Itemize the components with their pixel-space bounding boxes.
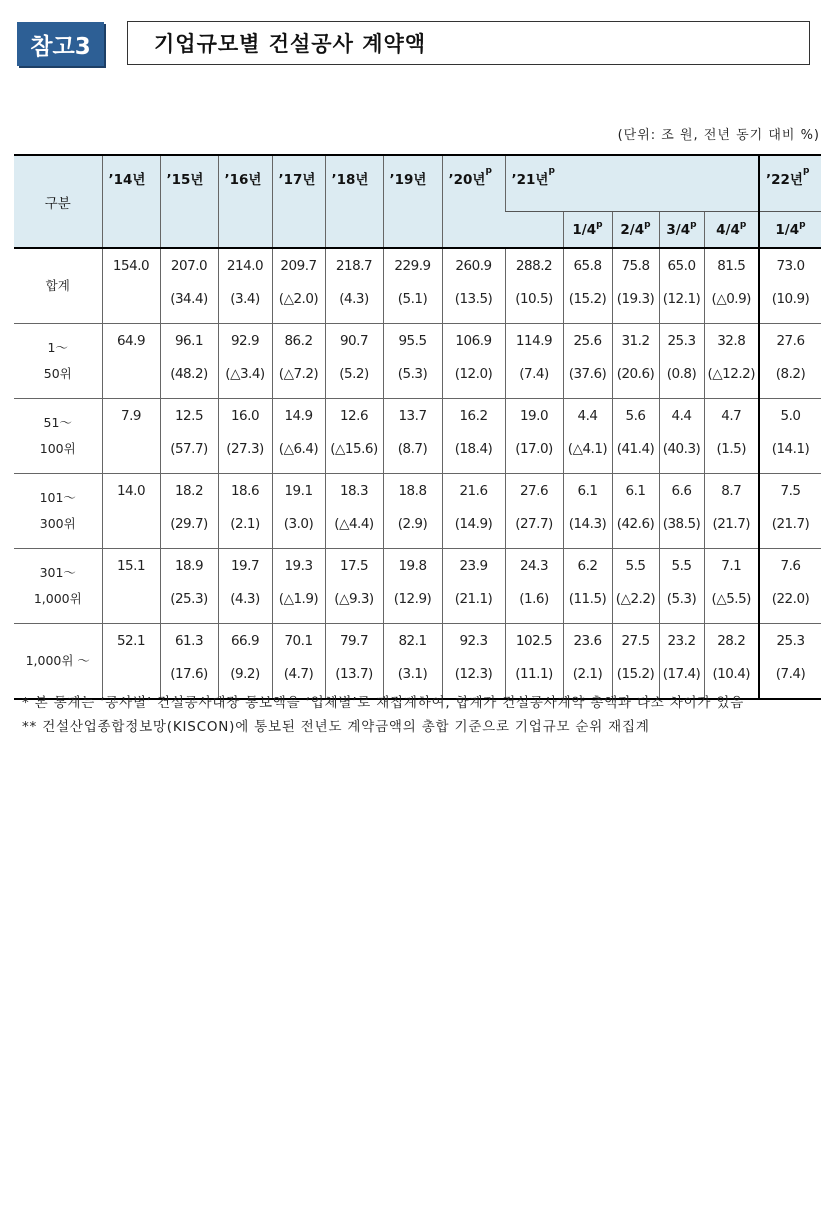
table-cell bbox=[704, 474, 759, 549]
table-cell bbox=[272, 624, 325, 700]
cell-value: 25.3 bbox=[776, 633, 805, 649]
table-cell bbox=[160, 248, 218, 324]
table-cell bbox=[102, 549, 160, 624]
cell-growth: (△2.2) bbox=[615, 591, 656, 607]
cell-value: 70.1 bbox=[284, 633, 313, 649]
cell-growth: (△0.9) bbox=[711, 291, 751, 307]
row-label-line: 100위 bbox=[39, 441, 76, 456]
page-title: 기업규모별 건설공사 계약액 bbox=[154, 32, 427, 56]
header-year-20: ’20년$^p$ bbox=[442, 155, 505, 248]
table-row bbox=[14, 474, 821, 549]
cell-growth: (9.2) bbox=[230, 666, 260, 682]
table-cell bbox=[383, 248, 442, 324]
cell-growth: (27.7) bbox=[515, 516, 553, 532]
cell-value: 90.7 bbox=[339, 333, 369, 349]
table-cell bbox=[563, 624, 612, 700]
cell-value: 73.0 bbox=[776, 258, 805, 274]
table-cell bbox=[160, 399, 218, 474]
table-cell bbox=[218, 324, 272, 399]
cell-growth: (22.0) bbox=[771, 591, 810, 607]
cell-growth: (29.7) bbox=[170, 516, 208, 532]
table-row bbox=[14, 248, 821, 324]
cell-growth: (△5.5) bbox=[711, 591, 751, 607]
table-cell bbox=[272, 399, 325, 474]
cell-growth: (△4.1) bbox=[567, 441, 608, 457]
table-cell bbox=[704, 248, 759, 324]
table-cell bbox=[325, 474, 383, 549]
table-cell bbox=[759, 399, 821, 474]
contract-table bbox=[14, 154, 821, 700]
cell-value: 21.6 bbox=[459, 483, 488, 499]
cell-value: 18.8 bbox=[398, 483, 427, 499]
row-label bbox=[14, 624, 102, 700]
cell-value: 65.0 bbox=[667, 258, 696, 274]
cell-value: 27.6 bbox=[519, 483, 549, 499]
cell-value: 4.4 bbox=[671, 408, 692, 424]
row-label bbox=[14, 248, 102, 324]
row-label-line: 50위 bbox=[43, 366, 72, 381]
cell-value: 96.1 bbox=[174, 333, 204, 349]
cell-value: 229.9 bbox=[394, 258, 431, 274]
row-label-line: 1～ bbox=[47, 340, 68, 355]
cell-growth: (10.5) bbox=[515, 291, 553, 307]
table-cell bbox=[442, 248, 505, 324]
table-cell bbox=[442, 549, 505, 624]
cell-growth: (△15.6) bbox=[330, 441, 378, 457]
table-cell bbox=[704, 549, 759, 624]
cell-growth: (21.7) bbox=[712, 516, 751, 532]
cell-growth: (42.6) bbox=[616, 516, 655, 532]
cell-growth: (1.6) bbox=[519, 591, 549, 607]
cell-growth: (57.7) bbox=[170, 441, 208, 457]
cell-value: 19.8 bbox=[398, 558, 427, 574]
cell-value: 4.7 bbox=[721, 408, 742, 424]
row-label-line: 51～ bbox=[43, 415, 72, 430]
header-year: ’18년 bbox=[325, 155, 383, 248]
row-label-line: 합계 bbox=[45, 278, 70, 293]
cell-growth: (△1.9) bbox=[278, 591, 319, 607]
table-cell bbox=[383, 324, 442, 399]
table-cell bbox=[612, 399, 659, 474]
cell-value: 7.6 bbox=[780, 558, 801, 574]
cell-value: 7.5 bbox=[780, 483, 801, 499]
cell-value: 52.1 bbox=[116, 633, 146, 649]
table-body bbox=[14, 248, 821, 699]
cell-value: 6.2 bbox=[577, 558, 598, 574]
row-label-line: 1,000위 ～ bbox=[25, 653, 90, 668]
table-cell bbox=[272, 324, 325, 399]
cell-value: 18.9 bbox=[174, 558, 204, 574]
cell-growth: (48.2) bbox=[170, 366, 208, 382]
row-label-line: 301～ bbox=[39, 565, 76, 580]
row-label-line: 1,000위 bbox=[33, 591, 82, 606]
cell-growth: (4.7) bbox=[283, 666, 314, 682]
cell-value: 16.0 bbox=[230, 408, 260, 424]
cell-growth: (△3.4) bbox=[225, 366, 265, 382]
cell-growth: (1.5) bbox=[716, 441, 746, 457]
row-label bbox=[14, 549, 102, 624]
cell-growth: (7.4) bbox=[775, 666, 806, 682]
table-cell bbox=[325, 549, 383, 624]
header-year: ’17년 bbox=[272, 155, 325, 248]
cell-growth: (12.3) bbox=[454, 666, 493, 682]
cell-value: 19.7 bbox=[230, 558, 260, 574]
table-cell bbox=[659, 399, 704, 474]
cell-value: 24.3 bbox=[519, 558, 549, 574]
cell-growth: (10.9) bbox=[771, 291, 810, 307]
header-gubun: 구분 bbox=[14, 155, 102, 248]
table-cell bbox=[325, 248, 383, 324]
cell-value: 7.1 bbox=[721, 558, 742, 574]
table-cell bbox=[759, 474, 821, 549]
cell-value: 19.0 bbox=[519, 408, 549, 424]
cell-value: 214.0 bbox=[226, 258, 264, 274]
table-cell bbox=[505, 399, 563, 474]
cell-value: 6.1 bbox=[625, 483, 646, 499]
cell-value: 31.2 bbox=[621, 333, 650, 349]
table-cell bbox=[505, 549, 563, 624]
table-cell bbox=[759, 549, 821, 624]
cell-value: 14.9 bbox=[284, 408, 313, 424]
cell-growth: (5.3) bbox=[666, 591, 697, 607]
table-cell bbox=[563, 324, 612, 399]
table-cell bbox=[659, 248, 704, 324]
table-cell bbox=[272, 474, 325, 549]
cell-growth: (8.7) bbox=[397, 441, 428, 457]
table-cell bbox=[325, 399, 383, 474]
cell-value: 18.6 bbox=[230, 483, 260, 499]
cell-value: 86.2 bbox=[284, 333, 313, 349]
table-cell bbox=[505, 474, 563, 549]
cell-growth: (11.1) bbox=[515, 666, 553, 682]
cell-value: 4.4 bbox=[577, 408, 598, 424]
table-cell bbox=[759, 248, 821, 324]
table-cell bbox=[442, 474, 505, 549]
reference-badge: 참고3 bbox=[17, 22, 104, 66]
row-label-line: 101～ bbox=[39, 490, 76, 505]
cell-value: 7.9 bbox=[121, 408, 141, 424]
table-cell bbox=[102, 324, 160, 399]
cell-value: 14.0 bbox=[116, 483, 146, 499]
table-cell bbox=[102, 474, 160, 549]
cell-growth: (21.1) bbox=[454, 591, 493, 607]
cell-growth: (2.9) bbox=[397, 516, 428, 532]
cell-growth: (3.4) bbox=[230, 291, 260, 307]
table-cell bbox=[383, 549, 442, 624]
table-cell bbox=[272, 549, 325, 624]
table-cell bbox=[612, 624, 659, 700]
cell-growth: (△4.4) bbox=[334, 516, 374, 532]
table-cell bbox=[659, 474, 704, 549]
cell-growth: (10.4) bbox=[712, 666, 751, 682]
cell-growth: (19.3) bbox=[616, 291, 655, 307]
cell-value: 154.0 bbox=[112, 258, 150, 274]
table-cell bbox=[218, 474, 272, 549]
cell-value: 209.7 bbox=[280, 258, 317, 274]
cell-value: 92.9 bbox=[230, 333, 260, 349]
header-quarter-22: 1/4$^p$ bbox=[759, 212, 821, 249]
cell-value: 92.3 bbox=[459, 633, 488, 649]
table-cell bbox=[272, 248, 325, 324]
table-row bbox=[14, 549, 821, 624]
cell-growth: (20.6) bbox=[616, 366, 655, 382]
table-cell bbox=[563, 474, 612, 549]
table-cell bbox=[160, 324, 218, 399]
cell-growth: (21.7) bbox=[771, 516, 810, 532]
cell-growth: (5.1) bbox=[397, 291, 428, 307]
table-cell bbox=[160, 624, 218, 700]
cell-value: 5.5 bbox=[671, 558, 692, 574]
cell-value: 25.6 bbox=[573, 333, 602, 349]
cell-value: 32.8 bbox=[717, 333, 746, 349]
table-cell bbox=[563, 248, 612, 324]
cell-value: 27.6 bbox=[776, 333, 805, 349]
table-cell bbox=[659, 549, 704, 624]
cell-value: 64.9 bbox=[116, 333, 146, 349]
cell-value: 79.7 bbox=[339, 633, 369, 649]
footnote: ** 건설산업종합정보망(KISCON)에 통보된 전년도 계약금액의 총합 기준으로 기업규모 순위 재집계 bbox=[22, 719, 650, 735]
table-row bbox=[14, 624, 821, 700]
table-cell bbox=[505, 624, 563, 700]
table-cell bbox=[102, 248, 160, 324]
cell-growth: (△7.2) bbox=[278, 366, 319, 382]
cell-value: 13.7 bbox=[398, 408, 427, 424]
table-cell bbox=[612, 324, 659, 399]
cell-value: 23.2 bbox=[667, 633, 696, 649]
cell-value: 82.1 bbox=[398, 633, 427, 649]
cell-value: 23.6 bbox=[573, 633, 602, 649]
table-cell bbox=[759, 624, 821, 700]
table-cell bbox=[659, 324, 704, 399]
cell-value: 18.3 bbox=[339, 483, 369, 499]
cell-growth: (3.0) bbox=[283, 516, 314, 532]
footnote: * 본 통계는 ‘공사별’ 건설공사대장 통보액을 ‘업체별’로 재집계하여, 합계가 건설공사계약 총액과 다소 차이가 있음 bbox=[22, 695, 745, 711]
header-quarter: 2/4$^p$ bbox=[612, 212, 659, 249]
table-cell bbox=[383, 624, 442, 700]
table-cell bbox=[218, 549, 272, 624]
table-cell bbox=[383, 474, 442, 549]
cell-growth: (7.4) bbox=[519, 366, 549, 382]
table-cell bbox=[325, 324, 383, 399]
table-cell bbox=[218, 248, 272, 324]
title-box bbox=[127, 21, 810, 65]
cell-growth: (14.1) bbox=[771, 441, 810, 457]
cell-growth: (11.5) bbox=[568, 591, 607, 607]
cell-value: 17.5 bbox=[339, 558, 369, 574]
table-cell bbox=[383, 399, 442, 474]
cell-value: 23.9 bbox=[459, 558, 488, 574]
cell-value: 207.0 bbox=[170, 258, 208, 274]
cell-growth: (8.2) bbox=[775, 366, 806, 382]
table-cell bbox=[759, 324, 821, 399]
cell-growth: (15.2) bbox=[568, 291, 607, 307]
table-cell bbox=[704, 624, 759, 700]
cell-growth: (25.3) bbox=[170, 591, 208, 607]
cell-value: 5.6 bbox=[625, 408, 646, 424]
cell-growth: (14.9) bbox=[454, 516, 493, 532]
cell-growth: (18.4) bbox=[454, 441, 493, 457]
cell-growth: (27.3) bbox=[226, 441, 264, 457]
table-cell bbox=[563, 399, 612, 474]
cell-value: 95.5 bbox=[398, 333, 427, 349]
cell-growth: (15.2) bbox=[616, 666, 655, 682]
row-label bbox=[14, 399, 102, 474]
table-cell bbox=[704, 324, 759, 399]
cell-value: 6.6 bbox=[671, 483, 692, 499]
cell-value: 19.1 bbox=[284, 483, 313, 499]
table-cell bbox=[442, 399, 505, 474]
header-quarter: 3/4$^p$ bbox=[659, 212, 704, 249]
table-cell bbox=[442, 624, 505, 700]
unit-note: (단위: 조 원, 전년 동기 대비 %) bbox=[617, 128, 820, 143]
table-cell bbox=[505, 248, 563, 324]
cell-value: 25.3 bbox=[667, 333, 696, 349]
cell-value: 5.5 bbox=[625, 558, 646, 574]
cell-value: 19.3 bbox=[284, 558, 313, 574]
cell-value: 15.1 bbox=[116, 558, 146, 574]
header-quarter: 4/4$^p$ bbox=[704, 212, 759, 249]
cell-value: 102.5 bbox=[515, 633, 553, 649]
header-year: ’14년 bbox=[102, 155, 160, 248]
cell-value: 288.2 bbox=[515, 258, 553, 274]
cell-growth: (13.7) bbox=[335, 666, 373, 682]
cell-growth: (12.0) bbox=[454, 366, 493, 382]
cell-growth: (13.5) bbox=[454, 291, 493, 307]
cell-growth: (12.9) bbox=[393, 591, 432, 607]
cell-value: 65.8 bbox=[573, 258, 602, 274]
cell-growth: (4.3) bbox=[339, 291, 369, 307]
table-cell bbox=[659, 624, 704, 700]
table-cell bbox=[612, 474, 659, 549]
cell-growth: (12.1) bbox=[662, 291, 701, 307]
table-cell bbox=[102, 624, 160, 700]
cell-growth: (△6.4) bbox=[278, 441, 319, 457]
table-cell bbox=[563, 549, 612, 624]
cell-value: 6.1 bbox=[577, 483, 598, 499]
cell-growth: (△12.2) bbox=[707, 366, 755, 382]
cell-value: 260.9 bbox=[455, 258, 492, 274]
table-cell bbox=[505, 324, 563, 399]
cell-value: 12.5 bbox=[174, 408, 204, 424]
cell-value: 12.6 bbox=[339, 408, 369, 424]
header-year: ’16년 bbox=[218, 155, 272, 248]
header-21-blank bbox=[505, 212, 563, 249]
table-row bbox=[14, 324, 821, 399]
cell-value: 5.0 bbox=[780, 408, 801, 424]
row-label bbox=[14, 474, 102, 549]
table-row bbox=[14, 399, 821, 474]
table-cell bbox=[160, 549, 218, 624]
cell-growth: (17.4) bbox=[662, 666, 701, 682]
cell-value: 8.7 bbox=[721, 483, 742, 499]
cell-growth: (2.1) bbox=[572, 666, 603, 682]
header-quarter: 1/4$^p$ bbox=[563, 212, 612, 249]
cell-growth: (3.1) bbox=[397, 666, 428, 682]
cell-growth: (41.4) bbox=[616, 441, 655, 457]
header-year-22: ’22년$^p$ bbox=[759, 155, 821, 212]
cell-value: 61.3 bbox=[174, 633, 204, 649]
cell-growth: (40.3) bbox=[662, 441, 701, 457]
header-year: ’19년 bbox=[383, 155, 442, 248]
cell-growth: (5.3) bbox=[397, 366, 428, 382]
cell-value: 218.7 bbox=[335, 258, 373, 274]
cell-growth: (△2.0) bbox=[278, 291, 319, 307]
table-cell bbox=[218, 624, 272, 700]
cell-value: 66.9 bbox=[230, 633, 260, 649]
cell-growth: (34.4) bbox=[170, 291, 208, 307]
cell-growth: (17.0) bbox=[515, 441, 553, 457]
table-cell bbox=[704, 399, 759, 474]
table-cell bbox=[442, 324, 505, 399]
row-label bbox=[14, 324, 102, 399]
cell-value: 18.2 bbox=[174, 483, 204, 499]
cell-growth: (38.5) bbox=[662, 516, 701, 532]
table-cell bbox=[218, 399, 272, 474]
cell-growth: (14.3) bbox=[568, 516, 607, 532]
cell-growth: (0.8) bbox=[666, 366, 697, 382]
cell-growth: (4.3) bbox=[230, 591, 260, 607]
cell-value: 106.9 bbox=[455, 333, 492, 349]
row-label-line: 300위 bbox=[39, 516, 76, 531]
cell-value: 16.2 bbox=[459, 408, 488, 424]
table-cell bbox=[612, 549, 659, 624]
cell-growth: (△9.3) bbox=[334, 591, 374, 607]
header-year-21: ’21년$^p$ bbox=[505, 155, 759, 212]
cell-value: 81.5 bbox=[717, 258, 746, 274]
table-cell bbox=[160, 474, 218, 549]
cell-growth: (17.6) bbox=[170, 666, 208, 682]
cell-growth: (2.1) bbox=[230, 516, 260, 532]
table-cell bbox=[612, 248, 659, 324]
table-cell bbox=[102, 399, 160, 474]
cell-growth: (5.2) bbox=[339, 366, 369, 382]
table-cell bbox=[325, 624, 383, 700]
cell-value: 28.2 bbox=[717, 633, 746, 649]
footnotes bbox=[22, 694, 822, 742]
header-year: ’15년 bbox=[160, 155, 218, 248]
cell-value: 114.9 bbox=[515, 333, 553, 349]
cell-value: 27.5 bbox=[621, 633, 650, 649]
cell-value: 75.8 bbox=[621, 258, 650, 274]
cell-growth: (37.6) bbox=[568, 366, 607, 382]
